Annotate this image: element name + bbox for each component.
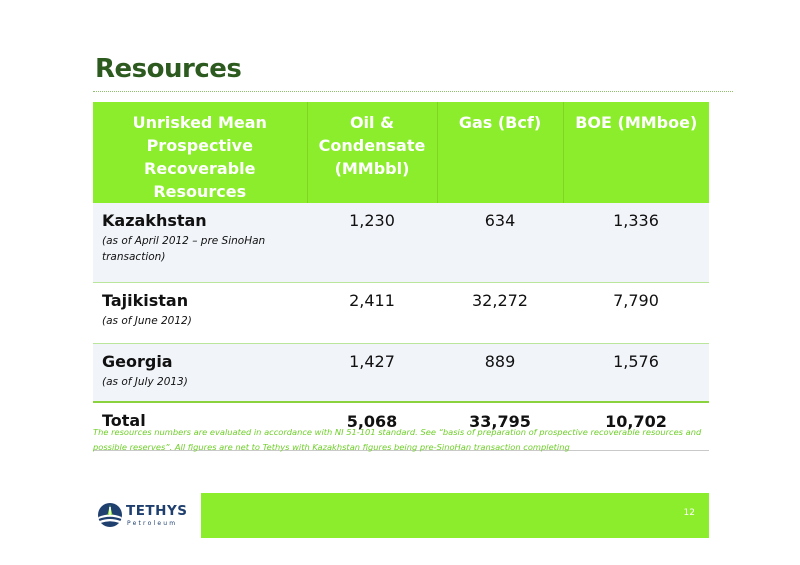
- title-divider: [93, 91, 733, 92]
- header-oil: Oil & Condensate (MMbbl): [307, 102, 437, 203]
- gas-value: 889: [437, 344, 563, 403]
- boe-value: 1,576: [563, 344, 709, 403]
- table-row-georgia: [93, 344, 709, 403]
- logo-name: TETHYS: [126, 503, 188, 519]
- region-note: (as of April 2012 – pre SinoHan transaction): [102, 235, 266, 263]
- logo-subtitle: Petroleum: [127, 520, 178, 527]
- row-label-cell: [93, 283, 307, 344]
- total-oil-value: 5,068: [307, 402, 437, 451]
- page-number: 12: [683, 508, 695, 518]
- row-label-cell: [93, 344, 307, 403]
- oil-value: 1,230: [307, 203, 437, 283]
- table-row-tajikistan: [93, 283, 709, 344]
- resources-table: [93, 102, 709, 451]
- footnote: The resources numbers are evaluated in accordance with NI 51-101 standard. See “basis of preparation of prospective recoverable resources and possible reserves”. All figures are net to Tethys with Kazakhstan figures being pre-SinoHan transaction completing: [93, 427, 702, 452]
- table-row-kazakhstan: [93, 203, 709, 283]
- header-resources: Unrisked Mean Prospective Recoverable Resources: [93, 102, 307, 203]
- region-name: Kazakhstan: [102, 211, 207, 230]
- total-boe-value: 10,702: [563, 402, 709, 451]
- oil-value: 2,411: [307, 283, 437, 344]
- boe-value: 7,790: [563, 283, 709, 344]
- gas-value: 634: [437, 203, 563, 283]
- header-boe: BOE (MMboe): [575, 113, 698, 132]
- total-gas-value: 33,795: [437, 402, 563, 451]
- page-title: Resources: [95, 54, 242, 84]
- header-gas: Gas (Bcf): [437, 102, 563, 203]
- region-note: (as of July 2013): [102, 376, 188, 388]
- gas-value: 32,272: [437, 283, 563, 344]
- row-label-cell: [93, 203, 307, 283]
- total-label: Total: [102, 411, 146, 430]
- oil-value: 1,427: [307, 344, 437, 403]
- region-name: Georgia: [102, 352, 173, 371]
- region-name: Tajikistan: [102, 291, 189, 310]
- company-logo: [93, 493, 201, 538]
- boe-value: 1,336: [563, 203, 709, 283]
- tethys-globe-icon: [97, 502, 123, 528]
- region-note: (as of June 2012): [102, 315, 192, 327]
- footer-bar: [93, 493, 709, 538]
- table-header-row: [93, 102, 709, 203]
